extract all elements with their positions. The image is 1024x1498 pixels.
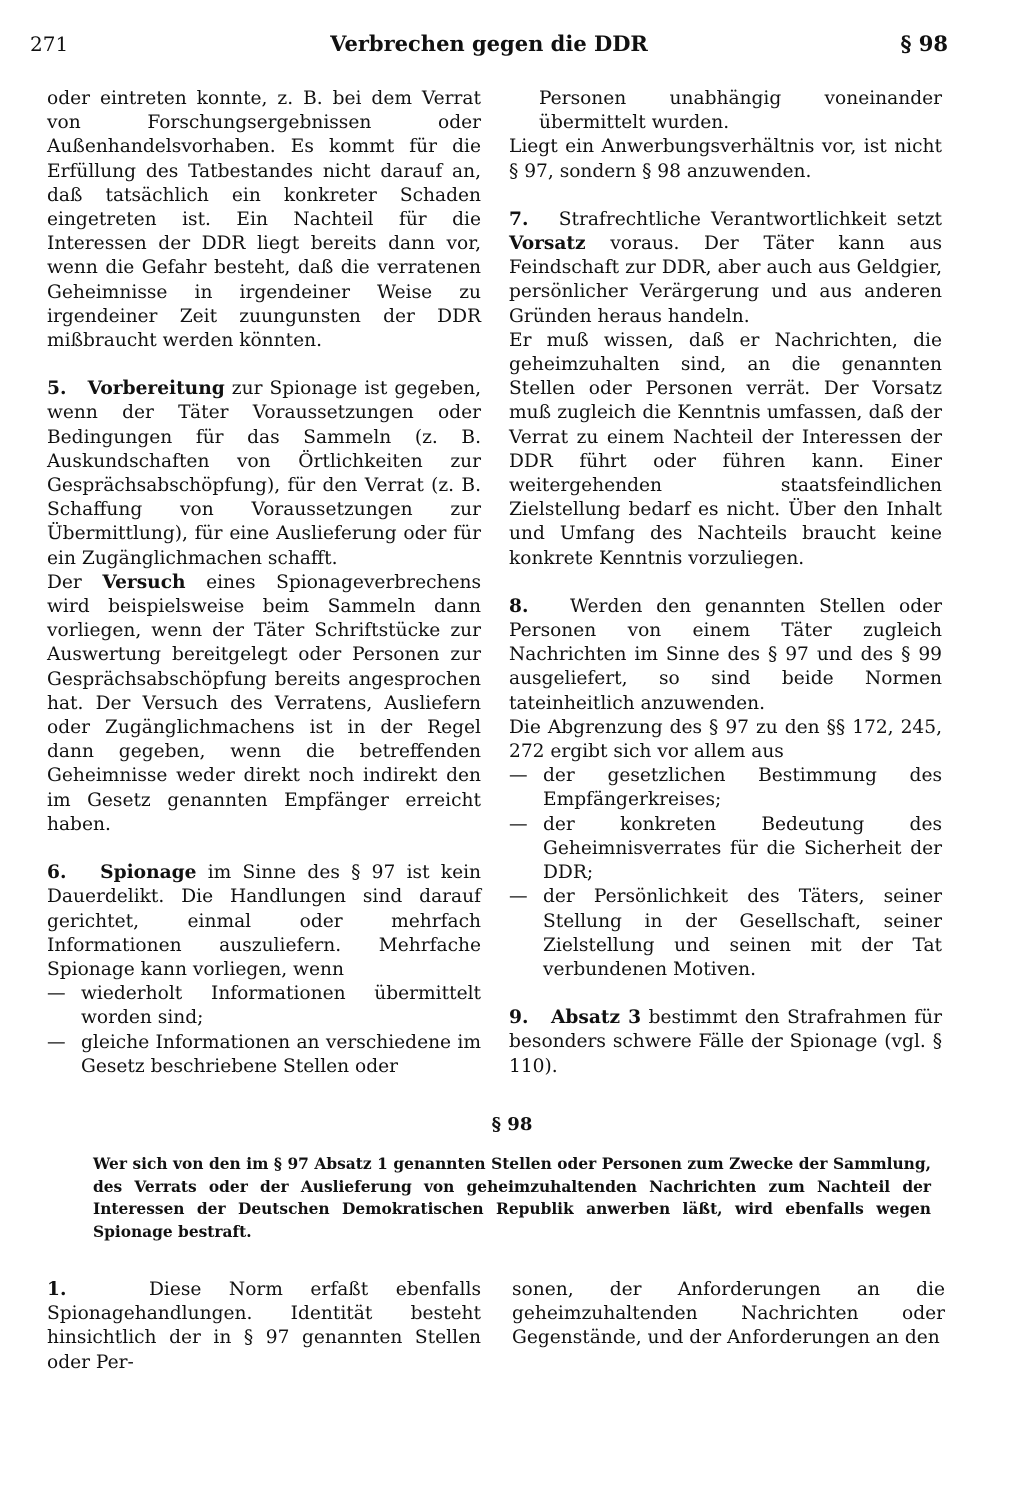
paragraph-1-continuation: sonen, der Anforderungen an die geheimzuhaltenden Nachrichten oder Gegenstände, und der Anforderungen an den xyxy=(512,1279,945,1349)
keyword: Spionage xyxy=(100,862,197,884)
list-item xyxy=(47,1031,481,1079)
list-item xyxy=(509,885,942,982)
bottom-right-column xyxy=(512,1278,945,1351)
paragraph-text: Der xyxy=(47,571,103,593)
list-item xyxy=(47,982,481,1030)
paragraph-5 xyxy=(47,377,481,571)
list-item xyxy=(509,813,942,886)
dash-marker: — xyxy=(47,983,66,1005)
paragraph-continuation: Personen unabhängig voneinander übermittelt wurden. xyxy=(539,88,942,134)
keyword: Absatz 3 xyxy=(550,1007,642,1029)
keyword: Vorbereitung xyxy=(87,378,225,400)
paragraph-anwerbung: Liegt ein Anwerbungsverhältnis vor, ist nicht § 97, sondern § 98 anzuwenden. xyxy=(509,136,942,182)
paragraph-number: 1. xyxy=(47,1279,67,1300)
running-title: Verbrechen gegen die DDR xyxy=(330,31,648,56)
dash-marker: — xyxy=(509,813,528,835)
bottom-left-column xyxy=(47,1278,481,1375)
paragraph-8b: Die Abgrenzung des § 97 zu den §§ 172, 245, 272 ergibt sich vor allem aus xyxy=(509,716,942,763)
list-item-text: der Persönlichkeit des Täters, seiner Stellung in der Gesellschaft, seiner Zielstellung und seinen mit der Tat verbundenen Motiven. xyxy=(543,886,942,980)
paragraph-text: im Sinne des § 97 ist kein Dauerdelikt. Die Handlungen sind darauf gerichtet, einmal oder mehrfach Informationen auszuliefern. Mehrfache Spionage kann vorliegen, wenn xyxy=(47,862,481,980)
left-column xyxy=(47,87,481,1079)
paragraph-number: 7. xyxy=(509,208,529,230)
paragraph-text: Diese Norm erfaßt ebenfalls Spionagehandlungen. Identität besteht hinsichtlich der in § 97 genannten Stellen oder Per- xyxy=(47,1279,481,1373)
section-heading: § 98 xyxy=(491,1114,533,1135)
dash-marker: — xyxy=(509,765,528,787)
paragraph-number: 8. xyxy=(509,595,529,617)
paragraph-number: 5. xyxy=(47,378,67,400)
paragraph-1 xyxy=(47,1278,481,1375)
page-number: 271 xyxy=(30,32,69,56)
page-header xyxy=(30,32,948,62)
paragraph-text: Strafrechtliche Verantwortlichkeit setzt xyxy=(558,208,942,230)
list-item-text: wiederholt Informationen übermittelt worden sind; xyxy=(81,983,481,1029)
dash-marker: — xyxy=(509,886,528,908)
right-column xyxy=(509,87,942,1079)
paragraph-text: bestimmt den Strafrahmen für besonders schwere Fälle der Spionage (vgl. § 110). xyxy=(509,1007,942,1077)
keyword: Versuch xyxy=(102,571,186,593)
paragraph-7 xyxy=(509,208,942,329)
paragraph-text: voraus. Der Täter kann aus Feindschaft zur DDR, aber auch aus Geldgier, persönlicher Verärgerung und aus anderen Gründen heraus handeln. xyxy=(509,233,942,327)
paragraph-7b: Er muß wissen, daß er Nachrichten, die geheimzuhalten sind, an die genannten Stellen oder Personen verrät. Der Vorsatz muß zugleich die Kenntnis umfassen, daß der Verrat zu einem Nachteil der Interessen der DDR führt oder führen kann. Einer weitergehenden staatsfeindlichen Zielstellung bedarf es nicht. Über den Inhalt und Umfang des Nachteils braucht keine konkrete Kenntnis vorzuliegen. xyxy=(509,329,942,569)
dash-marker: — xyxy=(47,1031,66,1053)
running-section: § 98 xyxy=(900,31,948,56)
paragraph-number: 6. xyxy=(47,862,67,884)
list-item xyxy=(509,764,942,812)
keyword: Vorsatz xyxy=(509,233,586,255)
paragraph-8 xyxy=(509,595,942,716)
paragraph-6 xyxy=(47,861,481,982)
paragraph-text: Werden den genannten Stellen oder Personen von einem Täter zugleich Nachrichten im Sinne des § 97 und des § 99 ausgeliefert, so sind beide Normen tateinheitlich anzuwenden. xyxy=(509,595,943,714)
paragraph-9 xyxy=(509,1006,942,1079)
list-item-text: der gesetzlichen Bestimmung des Empfängerkreises; xyxy=(543,765,942,811)
paragraph-intro: oder eintreten konnte, z. B. bei dem Verrat von Forschungsergebnissen oder Außenhandelsvorhaben. Es kommt für die Erfüllung des Tatbestandes nicht darauf an, daß tatsächlich ein konkreter Schaden eingetreten ist. Ein Nachteil für die Interessen der DDR liegt bereits dann vor, wenn die Gefahr besteht, daß die verratenen Geheimnisse in irgendeiner Weise zu irgendeiner Zeit zuungunsten der DDR mißbraucht werden könnten. xyxy=(47,88,481,352)
paragraph-text: eines Spionageverbrechens wird beispielsweise beim Sammeln dann vorliegen, wenn der Täter Schriftstücke zur Auswertung bereitgelegt oder Personen zur Gesprächsabschöpfung bereits angesprochen hat. Der Versuch des Verratens, Ausliefern oder Zugänglichmachens ist in der Regel dann gegeben, wenn die betreffenden Geheimnisse weder direkt noch indirekt den im Gesetz genannten Empfänger erreicht haben. xyxy=(47,571,481,835)
paragraph-5b xyxy=(47,571,481,837)
paragraph-text: zur Spionage ist gegeben, wenn der Täter Voraussetzungen oder Bedingungen für das Sammeln (z. B. Auskundschaften von Örtlichkeiten zur Gesprächsabschöpfung), für den Verrat (z. B. Schaffung von Voraussetzungen zur Übermittlung), für eine Auslieferung oder für ein Zugänglichmachen schafft. xyxy=(47,378,482,569)
list-item-text: der konkreten Bedeutung des Geheimnisverrates für die Sicherheit der DDR; xyxy=(543,813,942,884)
statute-text: Wer sich von den im § 97 Absatz 1 genannten Stellen oder Personen zum Zwecke der Sammlung, des Verrats oder der Auslieferung von geheimzuhaltenden Nachrichten zum Nachteil der Interessen der Deutschen Demokratischen Republik anwerben läßt, wird ebenfalls wegen Spionage bestraft. xyxy=(93,1155,931,1242)
list-item-text: gleiche Informationen an verschiedene im Gesetz beschriebene Stellen oder xyxy=(81,1031,481,1077)
paragraph-number: 9. xyxy=(509,1007,529,1029)
